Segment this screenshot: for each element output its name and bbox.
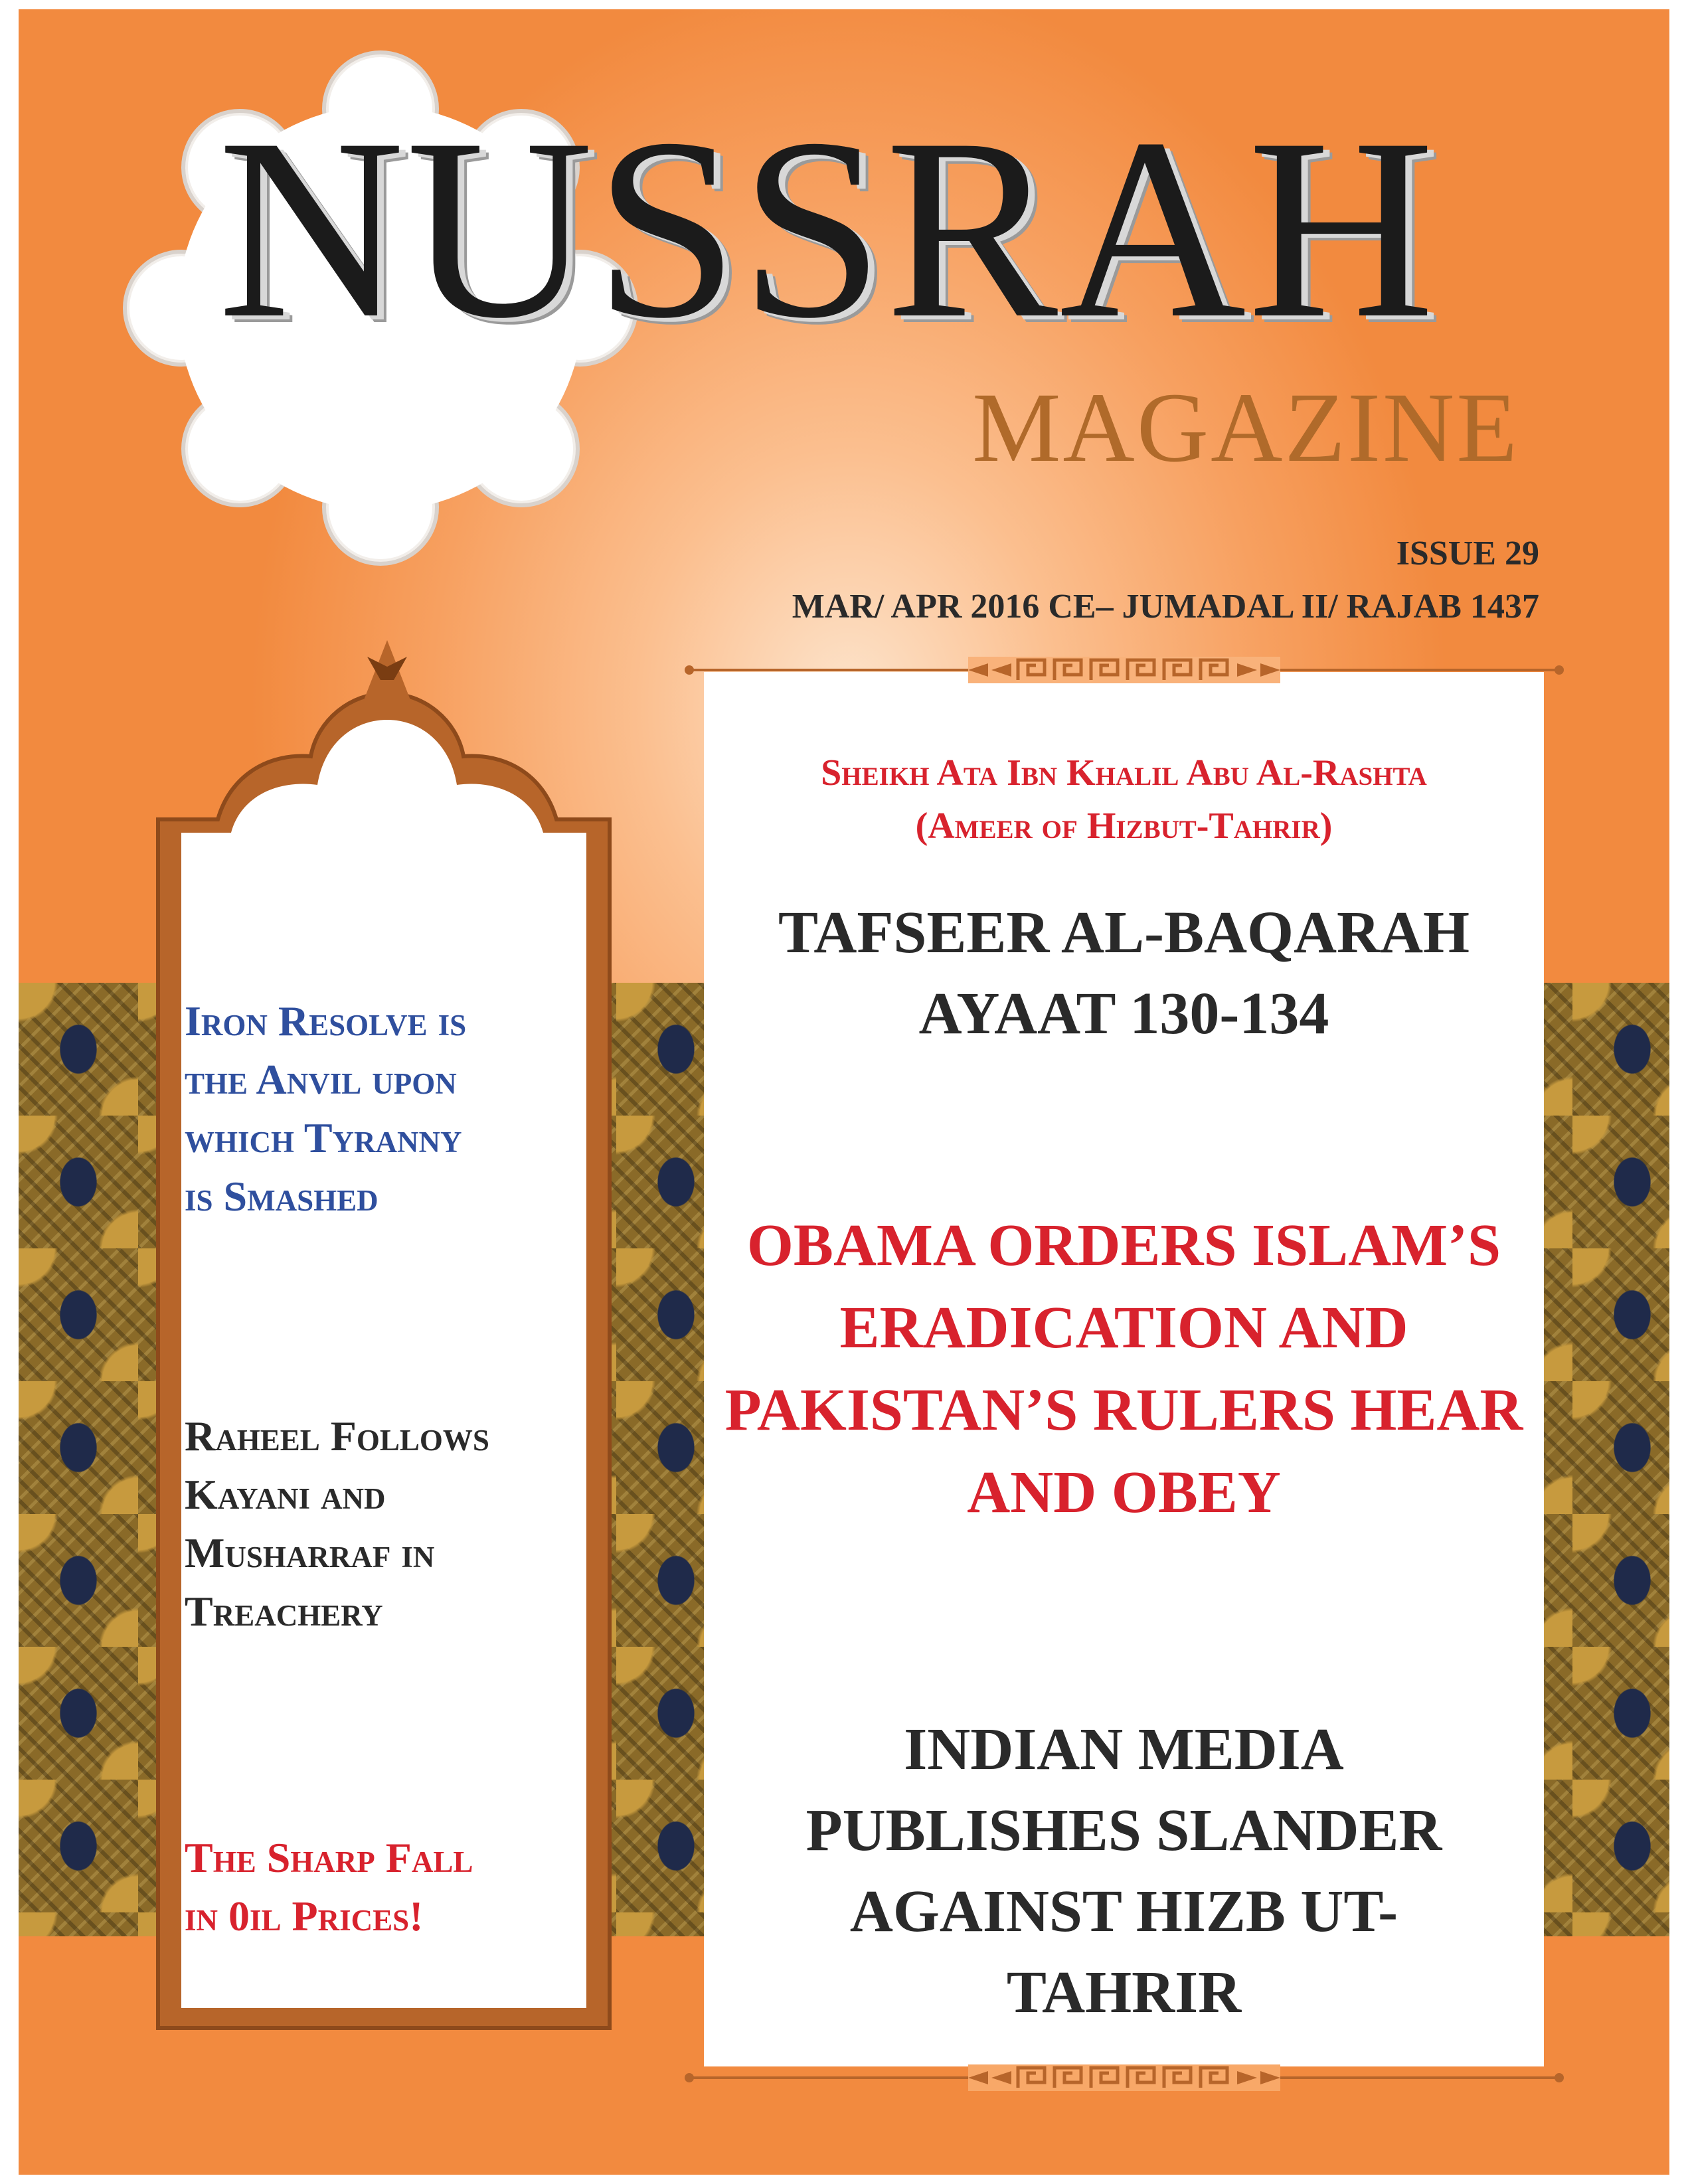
headline-line: AGAINST HIZB UT- <box>849 1879 1398 1944</box>
headline-line: TAFSEER AL-BAQARAH <box>778 900 1470 966</box>
headline-line: AYAAT 130-134 <box>918 981 1329 1047</box>
byline-line: (Ameer of Hizbut-Tahrir) <box>915 805 1333 847</box>
story-line: Treachery <box>185 1588 383 1635</box>
story-line: Raheel Follows <box>185 1412 489 1460</box>
author-byline <box>704 746 1544 853</box>
story-indian-media[interactable] <box>704 1709 1544 2033</box>
headline-line: PUBLISHES SLANDER <box>805 1798 1442 1863</box>
story-tafseer[interactable] <box>704 892 1544 1054</box>
story-line: in 0il Prices! <box>185 1892 424 1940</box>
headline-line: ERADICATION AND <box>839 1295 1408 1361</box>
story-line: the Anvil upon <box>185 1056 457 1103</box>
story-raheel-follows[interactable] <box>185 1407 596 1641</box>
masthead-subtitle: MAGAZINE <box>972 373 1519 483</box>
masthead-title: NUSSRAH <box>218 85 1436 372</box>
story-obama-orders[interactable] <box>704 1205 1544 1534</box>
story-line: is Smashed <box>185 1173 379 1220</box>
story-line: Musharraf in <box>185 1529 435 1576</box>
byline-line: Sheikh Ata Ibn Khalil Abu Al-Rashta <box>821 752 1427 794</box>
story-line: Iron Resolve is <box>185 997 467 1045</box>
story-oil-prices[interactable] <box>185 1829 596 1946</box>
headline-line: OBAMA ORDERS ISLAM’S <box>746 1213 1501 1278</box>
headline-line: TAHRIR <box>1006 1960 1242 2025</box>
headline-line: AND OBEY <box>967 1460 1281 1525</box>
magazine-cover <box>19 9 1669 2175</box>
issue-number: ISSUE 29 <box>1396 535 1539 572</box>
headline-line: INDIAN MEDIA <box>904 1717 1344 1782</box>
headline-line: PAKISTAN’S RULERS HEAR <box>724 1377 1523 1443</box>
story-line: Kayani and <box>185 1471 386 1518</box>
story-line: which Tyranny <box>185 1114 462 1161</box>
issue-date: MAR/ APR 2016 CE– JUMADAL II/ RAJAB 1437 <box>792 588 1539 626</box>
greek-key-ornament-icon <box>683 653 1566 687</box>
story-iron-resolve[interactable] <box>185 992 596 1226</box>
story-line: The Sharp Fall <box>185 1834 473 1881</box>
greek-key-ornament-bottom-icon <box>683 2061 1566 2094</box>
